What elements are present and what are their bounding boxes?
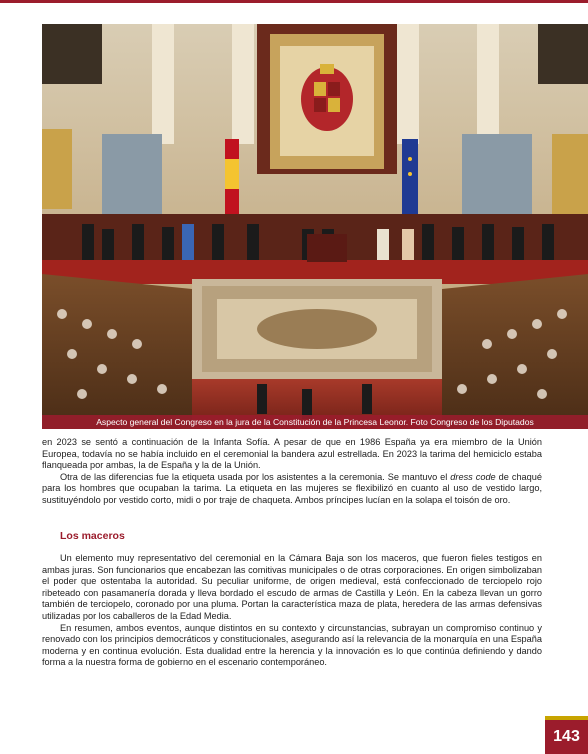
hemicycle-illustration (42, 24, 588, 429)
body-text-bottom (42, 553, 542, 669)
page-number: 143 (553, 728, 580, 745)
paragraph-2-end: de chaqué para los hombres que ocupaban la tarima. La etiqueta en las mujeres se flexibilizó en cuanto al uso de vestido largo, sustituyéndolo por vestido corto, midi o por traje de chaqueta. Ambos príncipes lucían en la solapa el toisón de oro. (42, 471, 542, 505)
body-text-top (42, 437, 542, 507)
paragraph-2-start: Otra de las diferencias fue la etiqueta usada por los asistentes a la ceremonia. Se mantuvo el (60, 471, 451, 482)
dress-code-term: dress code (450, 471, 496, 482)
photo-caption: Aspecto general del Congreso en la jura de la Constitución de la Princesa Leonor. Foto Congreso de los Diputados (42, 415, 588, 429)
page-number-box (545, 720, 588, 754)
paragraph-2 (42, 472, 542, 507)
paragraph-3: Un elemento muy representativo del ceremonial en la Cámara Baja son los maceros, que fueron fieles testigos en ambas juras. Son funcionarios que encabezan las comitivas municipales o de otras corporaciones. En origen simbolizaban el poder que ostentaba la autoridad. Su peculiar uniforme, de origen medieval, está confeccionado de terciopelo rojo ribeteado con pasamanería dorada y lleva bordado el escudo de armas de Castilla y León. En la cabeza llevan un gorro también de terciopelo, coronado por una pluma. Portan la característica maza de plata, heredera de las armas defensivas utilizadas por los caballeros de la Edad Media. (42, 553, 542, 621)
section-heading: Los maceros (60, 530, 125, 542)
paragraph-4: En resumen, ambos eventos, aunque distintos en su contexto y circunstancias, subrayan un compromiso continuo y renovado con los principios democráticos y constitucionales, asegurando así la relevancia de la monarquía en una España moderna y en continua evolución. Esta dualidad entre la herencia y la innovación es lo que continúa definiendo y dando forma a la nuestra forma de gobierno en el escenario contemporáneo. (42, 622, 542, 668)
top-accent-rule (0, 0, 588, 3)
paragraph-1: en 2023 se sentó a continuación de la Infanta Sofía. A pesar de que en 1986 España ya era miembro de la Unión Europea, todavía no se había incluido en el ceremonial la bandera azul estrellada. En 2023 la tarima del hemiciclo estaba flanqueada por ambas, la de España y la de la Unión. (42, 437, 542, 471)
congress-photo (42, 24, 588, 429)
